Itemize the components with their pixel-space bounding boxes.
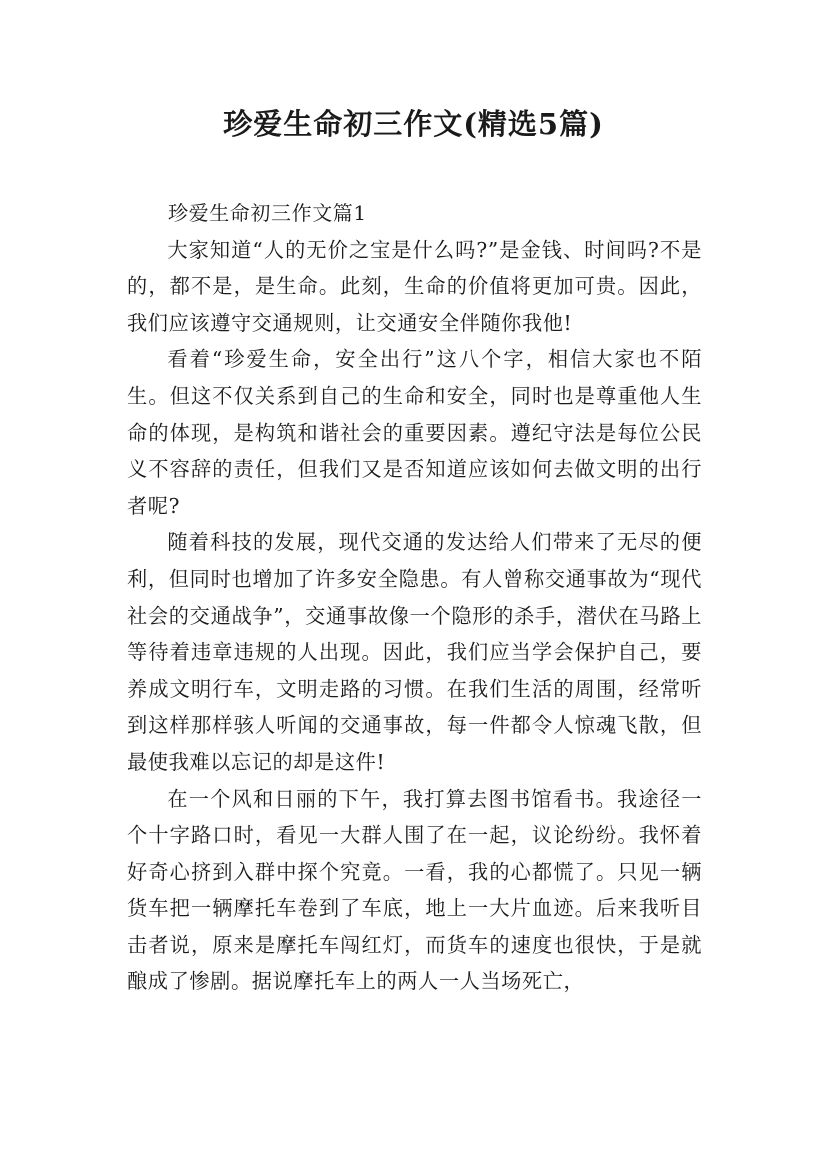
document-title: 珍爱生命初三作文(精选5篇) xyxy=(223,107,604,141)
section-heading: 珍爱生命初三作文篇1 xyxy=(168,201,367,225)
paragraph-4: 在一个风和日丽的下午，我打算去图书馆看书。我途径一个十字路口时，看见一大群人围了在一起，议论纷纷。我怀着好奇心挤到入群中探个究竟。一看，我的心都慌了。只见一辆货车把一辆摩托车卷到了车底，地上一大片血迹。后来我听目击者说，原来是摩托车闯红灯，而货车的速度也很快，于是就酿成了惨剧。据说摩托车上的两人一人当场死亡， xyxy=(127,786,702,994)
document-body xyxy=(127,195,702,1000)
paragraph-2: 看着“珍爱生命，安全出行”这八个字，相信大家也不陌生。但这不仅关系到自己的生命和安全，同时也是尊重他人生命的体现，是构筑和谐社会的重要因素。遵纪守法是每位公民义不容辞的责任，但我们又是否知道应该如何去做文明的出行者呢? xyxy=(127,347,702,518)
paragraph-3: 随着科技的发展，现代交通的发达给人们带来了无尽的便利，但同时也增加了许多安全隐患。有人曾称交通事故为“现代社会的交通战争”，交通事故像一个隐形的杀手，潜伏在马路上等待着违章违规的人出现。因此，我们应当学会保护自己，要养成文明行车，文明走路的习惯。在我们生活的周围，经常听到这样那样骇人听闻的交通事故，每一件都令人惊魂飞散，但最使我难以忘记的却是这件! xyxy=(127,530,702,774)
paragraph-1: 大家知道“人的无价之宝是什么吗?”是金钱、时间吗?不是的，都不是，是生命。此刻，生命的价值将更加可贵。因此，我们应该遵守交通规则，让交通安全伴随你我他! xyxy=(127,237,702,335)
